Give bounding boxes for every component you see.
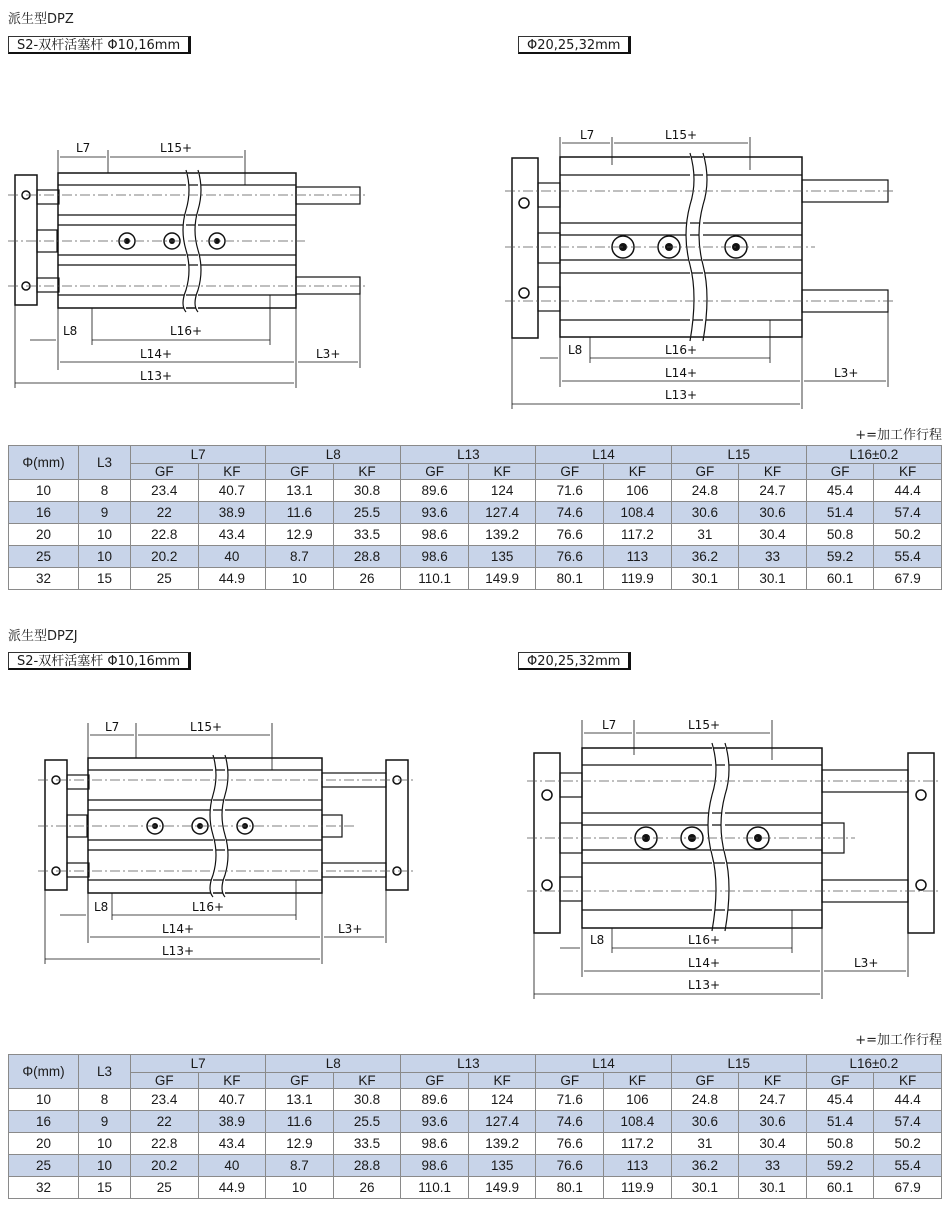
table-row — [9, 546, 942, 568]
header-sub: GF — [266, 1073, 334, 1089]
dim-label-l15: L15+ — [665, 128, 698, 142]
cell-value: 12.9 — [266, 1133, 334, 1155]
dim-label-l13: L13+ — [688, 978, 721, 992]
cell-value: 50.8 — [806, 1133, 874, 1155]
dim-label-l3: L3+ — [834, 366, 859, 380]
cell-value: 59.2 — [806, 546, 874, 568]
stroke-note: +=加工作行程 — [855, 428, 942, 443]
dim-label-l16: L16+ — [170, 324, 203, 338]
cell-value: 127.4 — [468, 502, 536, 524]
size-tag-large: Φ20,25,32mm — [518, 36, 631, 54]
header-sub: GF — [671, 464, 739, 480]
cell-value: 98.6 — [401, 1155, 469, 1177]
cell-value: 45.4 — [806, 480, 874, 502]
size-tag-large: Φ20,25,32mm — [518, 652, 631, 670]
cell-value: 22 — [131, 1111, 199, 1133]
cell-value: 13.1 — [266, 480, 334, 502]
header-group: L15 — [671, 446, 806, 464]
cell-value: 44.9 — [198, 568, 266, 590]
cell-value: 119.9 — [604, 568, 672, 590]
cell-value: 135 — [468, 1155, 536, 1177]
section-title-dpz: 派生型DPZ — [8, 12, 74, 27]
cell-phi: 25 — [9, 546, 79, 568]
cell-l3: 10 — [79, 546, 131, 568]
header-sub: KF — [333, 464, 401, 480]
cell-value: 98.6 — [401, 524, 469, 546]
header-sub: KF — [874, 1073, 942, 1089]
dim-label-l8: L8 — [63, 324, 78, 338]
cell-value: 119.9 — [604, 1177, 672, 1199]
cell-value: 98.6 — [401, 1133, 469, 1155]
header-group: L7 — [131, 1055, 266, 1073]
cell-value: 36.2 — [671, 546, 739, 568]
cell-value: 43.4 — [198, 1133, 266, 1155]
cell-l3: 10 — [79, 1155, 131, 1177]
dim-label-l7: L7 — [580, 128, 595, 142]
dim-label-l7: L7 — [105, 720, 120, 734]
header-sub: GF — [131, 464, 199, 480]
header-sub: KF — [198, 1073, 266, 1089]
header-group: L16±0.2 — [806, 446, 941, 464]
cell-l3: 15 — [79, 1177, 131, 1199]
header-l3: L3 — [79, 1055, 131, 1089]
cell-value: 60.1 — [806, 568, 874, 590]
cell-value: 57.4 — [874, 502, 942, 524]
cylinder-drawing-dpzj-small — [0, 715, 420, 965]
cell-value: 30.1 — [739, 568, 807, 590]
table-row — [9, 1177, 942, 1199]
dim-label-l3: L3+ — [338, 922, 363, 936]
cell-value: 80.1 — [536, 1177, 604, 1199]
cell-value: 43.4 — [198, 524, 266, 546]
spec-table-body — [9, 1089, 942, 1199]
header-sub: GF — [806, 1073, 874, 1089]
cell-value: 40.7 — [198, 1089, 266, 1111]
cell-value: 10 — [266, 1177, 334, 1199]
cell-value: 59.2 — [806, 1155, 874, 1177]
cell-value: 71.6 — [536, 1089, 604, 1111]
cell-value: 98.6 — [401, 546, 469, 568]
table-row — [9, 1133, 942, 1155]
cell-value: 40 — [198, 546, 266, 568]
cell-value: 108.4 — [604, 502, 672, 524]
cell-value: 67.9 — [874, 1177, 942, 1199]
cell-value: 149.9 — [468, 1177, 536, 1199]
dim-label-l16: L16+ — [192, 900, 225, 914]
cell-value: 11.6 — [266, 1111, 334, 1133]
cell-value: 33.5 — [333, 524, 401, 546]
cell-value: 24.7 — [739, 480, 807, 502]
header-sub: KF — [874, 464, 942, 480]
spec-table-body — [9, 480, 942, 590]
table-row — [9, 1111, 942, 1133]
cylinder-drawing-dpz-small — [0, 130, 380, 400]
cell-value: 93.6 — [401, 1111, 469, 1133]
cell-l3: 10 — [79, 524, 131, 546]
cell-value: 10 — [266, 568, 334, 590]
cell-value: 50.8 — [806, 524, 874, 546]
cell-value: 71.6 — [536, 480, 604, 502]
cell-value: 28.8 — [333, 1155, 401, 1177]
cell-value: 106 — [604, 480, 672, 502]
cell-value: 74.6 — [536, 502, 604, 524]
cell-value: 76.6 — [536, 1155, 604, 1177]
header-group: L13 — [401, 1055, 536, 1073]
cell-value: 80.1 — [536, 568, 604, 590]
cell-phi: 20 — [9, 1133, 79, 1155]
cell-value: 124 — [468, 1089, 536, 1111]
cell-value: 30.1 — [671, 568, 739, 590]
table-row — [9, 524, 942, 546]
header-sub: GF — [536, 464, 604, 480]
cell-value: 25 — [131, 1177, 199, 1199]
cell-value: 31 — [671, 524, 739, 546]
cell-value: 76.6 — [536, 546, 604, 568]
cell-value: 22.8 — [131, 1133, 199, 1155]
cell-value: 30.6 — [739, 1111, 807, 1133]
cell-value: 50.2 — [874, 1133, 942, 1155]
header-sub: GF — [401, 464, 469, 480]
header-sub: GF — [806, 464, 874, 480]
size-tag-small: S2-双杆活塞杆 Φ10,16mm — [8, 36, 191, 54]
cell-value: 30.6 — [671, 502, 739, 524]
cell-value: 24.8 — [671, 1089, 739, 1111]
header-phi: Φ(mm) — [9, 1055, 79, 1089]
cell-value: 51.4 — [806, 502, 874, 524]
cell-value: 149.9 — [468, 568, 536, 590]
cell-value: 23.4 — [131, 1089, 199, 1111]
cell-value: 22.8 — [131, 524, 199, 546]
cell-value: 8.7 — [266, 1155, 334, 1177]
cell-value: 13.1 — [266, 1089, 334, 1111]
cell-value: 40 — [198, 1155, 266, 1177]
cell-phi: 10 — [9, 480, 79, 502]
header-group: L14 — [536, 1055, 671, 1073]
table-row — [9, 1089, 942, 1111]
cell-value: 26 — [333, 568, 401, 590]
cell-phi: 10 — [9, 1089, 79, 1111]
cell-value: 117.2 — [604, 524, 672, 546]
cell-l3: 15 — [79, 568, 131, 590]
header-sub: KF — [468, 1073, 536, 1089]
header-sub: KF — [604, 464, 672, 480]
cell-value: 30.4 — [739, 524, 807, 546]
cell-value: 30.4 — [739, 1133, 807, 1155]
cell-phi: 32 — [9, 568, 79, 590]
dim-label-l3: L3+ — [854, 956, 879, 970]
cell-value: 22 — [131, 502, 199, 524]
spec-table-dpzj — [8, 1054, 942, 1199]
header-group: L13 — [401, 446, 536, 464]
cell-value: 36.2 — [671, 1155, 739, 1177]
dim-label-l13: L13+ — [162, 944, 195, 958]
cell-value: 23.4 — [131, 480, 199, 502]
cell-value: 110.1 — [401, 1177, 469, 1199]
header-phi: Φ(mm) — [9, 446, 79, 480]
header-group: L15 — [671, 1055, 806, 1073]
cylinder-drawing-dpzj-large — [520, 715, 945, 1000]
cell-value: 108.4 — [604, 1111, 672, 1133]
cell-value: 117.2 — [604, 1133, 672, 1155]
cell-value: 33.5 — [333, 1133, 401, 1155]
header-group: L8 — [266, 446, 401, 464]
cell-value: 110.1 — [401, 568, 469, 590]
header-sub: KF — [333, 1073, 401, 1089]
cell-l3: 8 — [79, 480, 131, 502]
cell-value: 127.4 — [468, 1111, 536, 1133]
cell-value: 55.4 — [874, 1155, 942, 1177]
cell-value: 30.6 — [739, 502, 807, 524]
header-sub: GF — [401, 1073, 469, 1089]
cell-phi: 16 — [9, 502, 79, 524]
cylinder-drawing-dpz-large — [500, 125, 910, 415]
dim-label-l13: L13+ — [665, 388, 698, 402]
cell-value: 25.5 — [333, 502, 401, 524]
cell-value: 30.6 — [671, 1111, 739, 1133]
cell-value: 124 — [468, 480, 536, 502]
stroke-note: +=加工作行程 — [855, 1033, 942, 1048]
header-sub: GF — [536, 1073, 604, 1089]
dim-label-l15: L15+ — [190, 720, 223, 734]
header-group: L7 — [131, 446, 266, 464]
table-row — [9, 568, 942, 590]
size-tag-small: S2-双杆活塞杆 Φ10,16mm — [8, 652, 191, 670]
cell-l3: 9 — [79, 502, 131, 524]
cell-value: 11.6 — [266, 502, 334, 524]
dim-label-l14: L14+ — [688, 956, 721, 970]
header-group: L14 — [536, 446, 671, 464]
cell-value: 33 — [739, 1155, 807, 1177]
section-title-dpzj: 派生型DPZJ — [8, 629, 78, 644]
dim-label-l7: L7 — [76, 141, 91, 155]
cell-value: 28.8 — [333, 546, 401, 568]
cell-value: 44.4 — [874, 480, 942, 502]
cell-value: 51.4 — [806, 1111, 874, 1133]
cell-value: 44.9 — [198, 1177, 266, 1199]
cell-value: 25.5 — [333, 1111, 401, 1133]
cell-value: 60.1 — [806, 1177, 874, 1199]
cell-value: 76.6 — [536, 524, 604, 546]
header-sub: KF — [198, 464, 266, 480]
dim-label-l16: L16+ — [688, 933, 721, 947]
dim-label-l15: L15+ — [688, 718, 721, 732]
cell-value: 139.2 — [468, 524, 536, 546]
cell-value: 89.6 — [401, 1089, 469, 1111]
cell-l3: 9 — [79, 1111, 131, 1133]
cell-value: 55.4 — [874, 546, 942, 568]
header-group: L16±0.2 — [806, 1055, 941, 1073]
dim-label-l8: L8 — [94, 900, 109, 914]
dim-label-l8: L8 — [590, 933, 605, 947]
cell-value: 93.6 — [401, 502, 469, 524]
cell-value: 8.7 — [266, 546, 334, 568]
cell-l3: 10 — [79, 1133, 131, 1155]
cell-value: 24.7 — [739, 1089, 807, 1111]
cell-value: 30.8 — [333, 1089, 401, 1111]
dim-label-l14: L14+ — [162, 922, 195, 936]
spec-table-dpz — [8, 445, 942, 590]
cell-value: 113 — [604, 1155, 672, 1177]
cell-value: 76.6 — [536, 1133, 604, 1155]
cell-l3: 8 — [79, 1089, 131, 1111]
cell-value: 24.8 — [671, 480, 739, 502]
header-l3: L3 — [79, 446, 131, 480]
dim-label-l8: L8 — [568, 343, 583, 357]
cell-value: 20.2 — [131, 1155, 199, 1177]
cell-value: 26 — [333, 1177, 401, 1199]
header-sub: KF — [468, 464, 536, 480]
dim-label-l16: L16+ — [665, 343, 698, 357]
cell-value: 30.8 — [333, 480, 401, 502]
header-sub: GF — [671, 1073, 739, 1089]
cell-value: 30.1 — [671, 1177, 739, 1199]
cell-value: 25 — [131, 568, 199, 590]
cell-value: 113 — [604, 546, 672, 568]
cell-value: 12.9 — [266, 524, 334, 546]
cell-value: 38.9 — [198, 502, 266, 524]
cell-value: 139.2 — [468, 1133, 536, 1155]
table-row — [9, 1155, 942, 1177]
cell-value: 31 — [671, 1133, 739, 1155]
table-row — [9, 480, 942, 502]
header-group: L8 — [266, 1055, 401, 1073]
cell-value: 38.9 — [198, 1111, 266, 1133]
table-row — [9, 502, 942, 524]
dim-label-l14: L14+ — [140, 347, 173, 361]
cell-value: 74.6 — [536, 1111, 604, 1133]
dim-label-l15: L15+ — [160, 141, 193, 155]
cell-phi: 25 — [9, 1155, 79, 1177]
cell-phi: 16 — [9, 1111, 79, 1133]
cell-value: 45.4 — [806, 1089, 874, 1111]
header-sub: GF — [131, 1073, 199, 1089]
cell-value: 89.6 — [401, 480, 469, 502]
header-sub: GF — [266, 464, 334, 480]
cell-value: 135 — [468, 546, 536, 568]
cell-value: 57.4 — [874, 1111, 942, 1133]
cell-value: 50.2 — [874, 524, 942, 546]
dim-label-l7: L7 — [602, 718, 617, 732]
header-sub: KF — [739, 464, 807, 480]
dim-label-l3: L3+ — [316, 347, 341, 361]
dim-label-l13: L13+ — [140, 369, 173, 383]
header-sub: KF — [604, 1073, 672, 1089]
cell-phi: 20 — [9, 524, 79, 546]
dim-label-l14: L14+ — [665, 366, 698, 380]
cell-value: 33 — [739, 546, 807, 568]
cell-value: 20.2 — [131, 546, 199, 568]
cell-value: 40.7 — [198, 480, 266, 502]
cell-value: 44.4 — [874, 1089, 942, 1111]
header-sub: KF — [739, 1073, 807, 1089]
cell-value: 106 — [604, 1089, 672, 1111]
cell-phi: 32 — [9, 1177, 79, 1199]
cell-value: 30.1 — [739, 1177, 807, 1199]
cell-value: 67.9 — [874, 568, 942, 590]
